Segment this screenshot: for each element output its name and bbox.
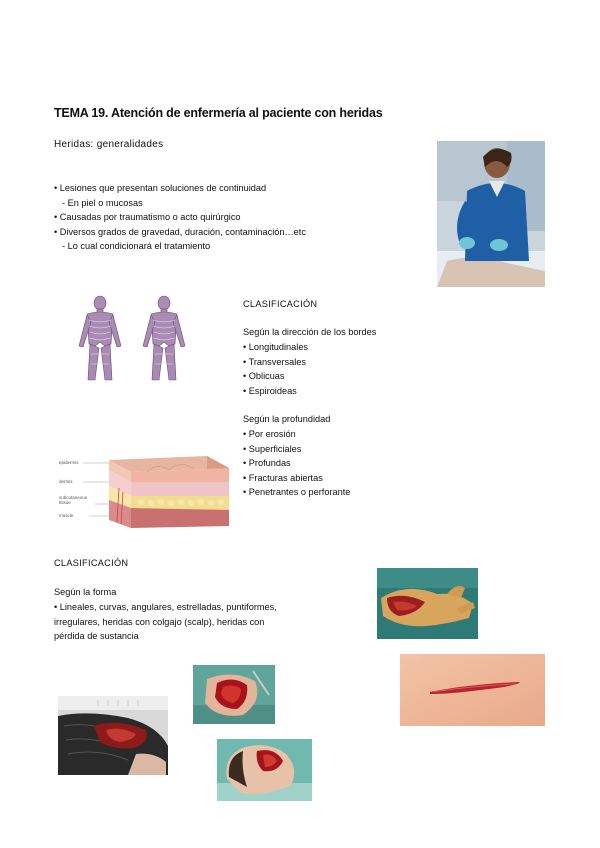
profundidad-list xyxy=(243,427,350,500)
skin-label-epidermis: epidermis xyxy=(59,460,79,465)
list-item: • Lineales, curvas, angulares, estrelladas, puntiformes, xyxy=(54,602,277,612)
profundidad-heading: Según la profundidad xyxy=(243,414,331,424)
list-item: irregulares, heridas con colgajo (scalp), heridas con xyxy=(54,616,265,627)
surgical-wound-photo xyxy=(193,665,275,724)
list-item: • Penetrantes o perforante xyxy=(243,487,351,498)
nurse-photo xyxy=(437,141,545,287)
list-item: - En piel o mucosas xyxy=(62,197,143,208)
list-item: - Lo cual condicionará el tratamiento xyxy=(62,241,211,252)
list-item: pérdida de sustancia xyxy=(54,631,139,642)
hand-wound-photo xyxy=(377,568,478,639)
list-item: • Oblicuas xyxy=(243,371,285,382)
section-subtitle: Heridas: generalidades xyxy=(54,139,164,150)
list-item: • Causadas por traumatismo o acto quirúrgico xyxy=(54,212,241,223)
list-item: • Longitudinales xyxy=(243,342,309,352)
clasificacion-heading-2: CLASIFICACIÓN xyxy=(54,558,129,568)
list-item: • Superficiales xyxy=(243,443,302,454)
list-item: • Diversos grados de gravedad, duración, contaminación…etc xyxy=(54,226,306,237)
intro-list xyxy=(54,181,306,254)
list-item: • Espiroideas xyxy=(243,385,297,396)
skin-layers-diagram xyxy=(57,452,232,534)
anatomy-illustration xyxy=(75,294,215,384)
clasificacion-heading: CLASIFICACIÓN xyxy=(243,299,318,309)
head-wound-photo xyxy=(217,739,312,801)
direccion-heading: Según la dirección de los bordes xyxy=(243,327,377,337)
page-title: TEMA 19. Atención de enfermería al paciente con heridas xyxy=(54,106,383,120)
skin-label-dermis: dermis xyxy=(59,479,73,484)
linear-wound-photo xyxy=(400,654,545,726)
scalp-wound-photo xyxy=(58,696,168,775)
list-item: • Fracturas abiertas xyxy=(243,472,323,483)
forma-heading: Según la forma xyxy=(54,587,117,597)
forma-list xyxy=(54,600,277,644)
list-item: • Lesiones que presentan soluciones de continuidad xyxy=(54,183,267,193)
direccion-list xyxy=(243,340,308,398)
list-item: • Por erosión xyxy=(243,429,296,439)
skin-label-muscle: muscle xyxy=(59,513,74,518)
list-item: • Transversales xyxy=(243,356,306,367)
list-item: • Profundas xyxy=(243,458,291,469)
skin-label-subcutaneous: subcutaneous tissue xyxy=(59,495,88,505)
